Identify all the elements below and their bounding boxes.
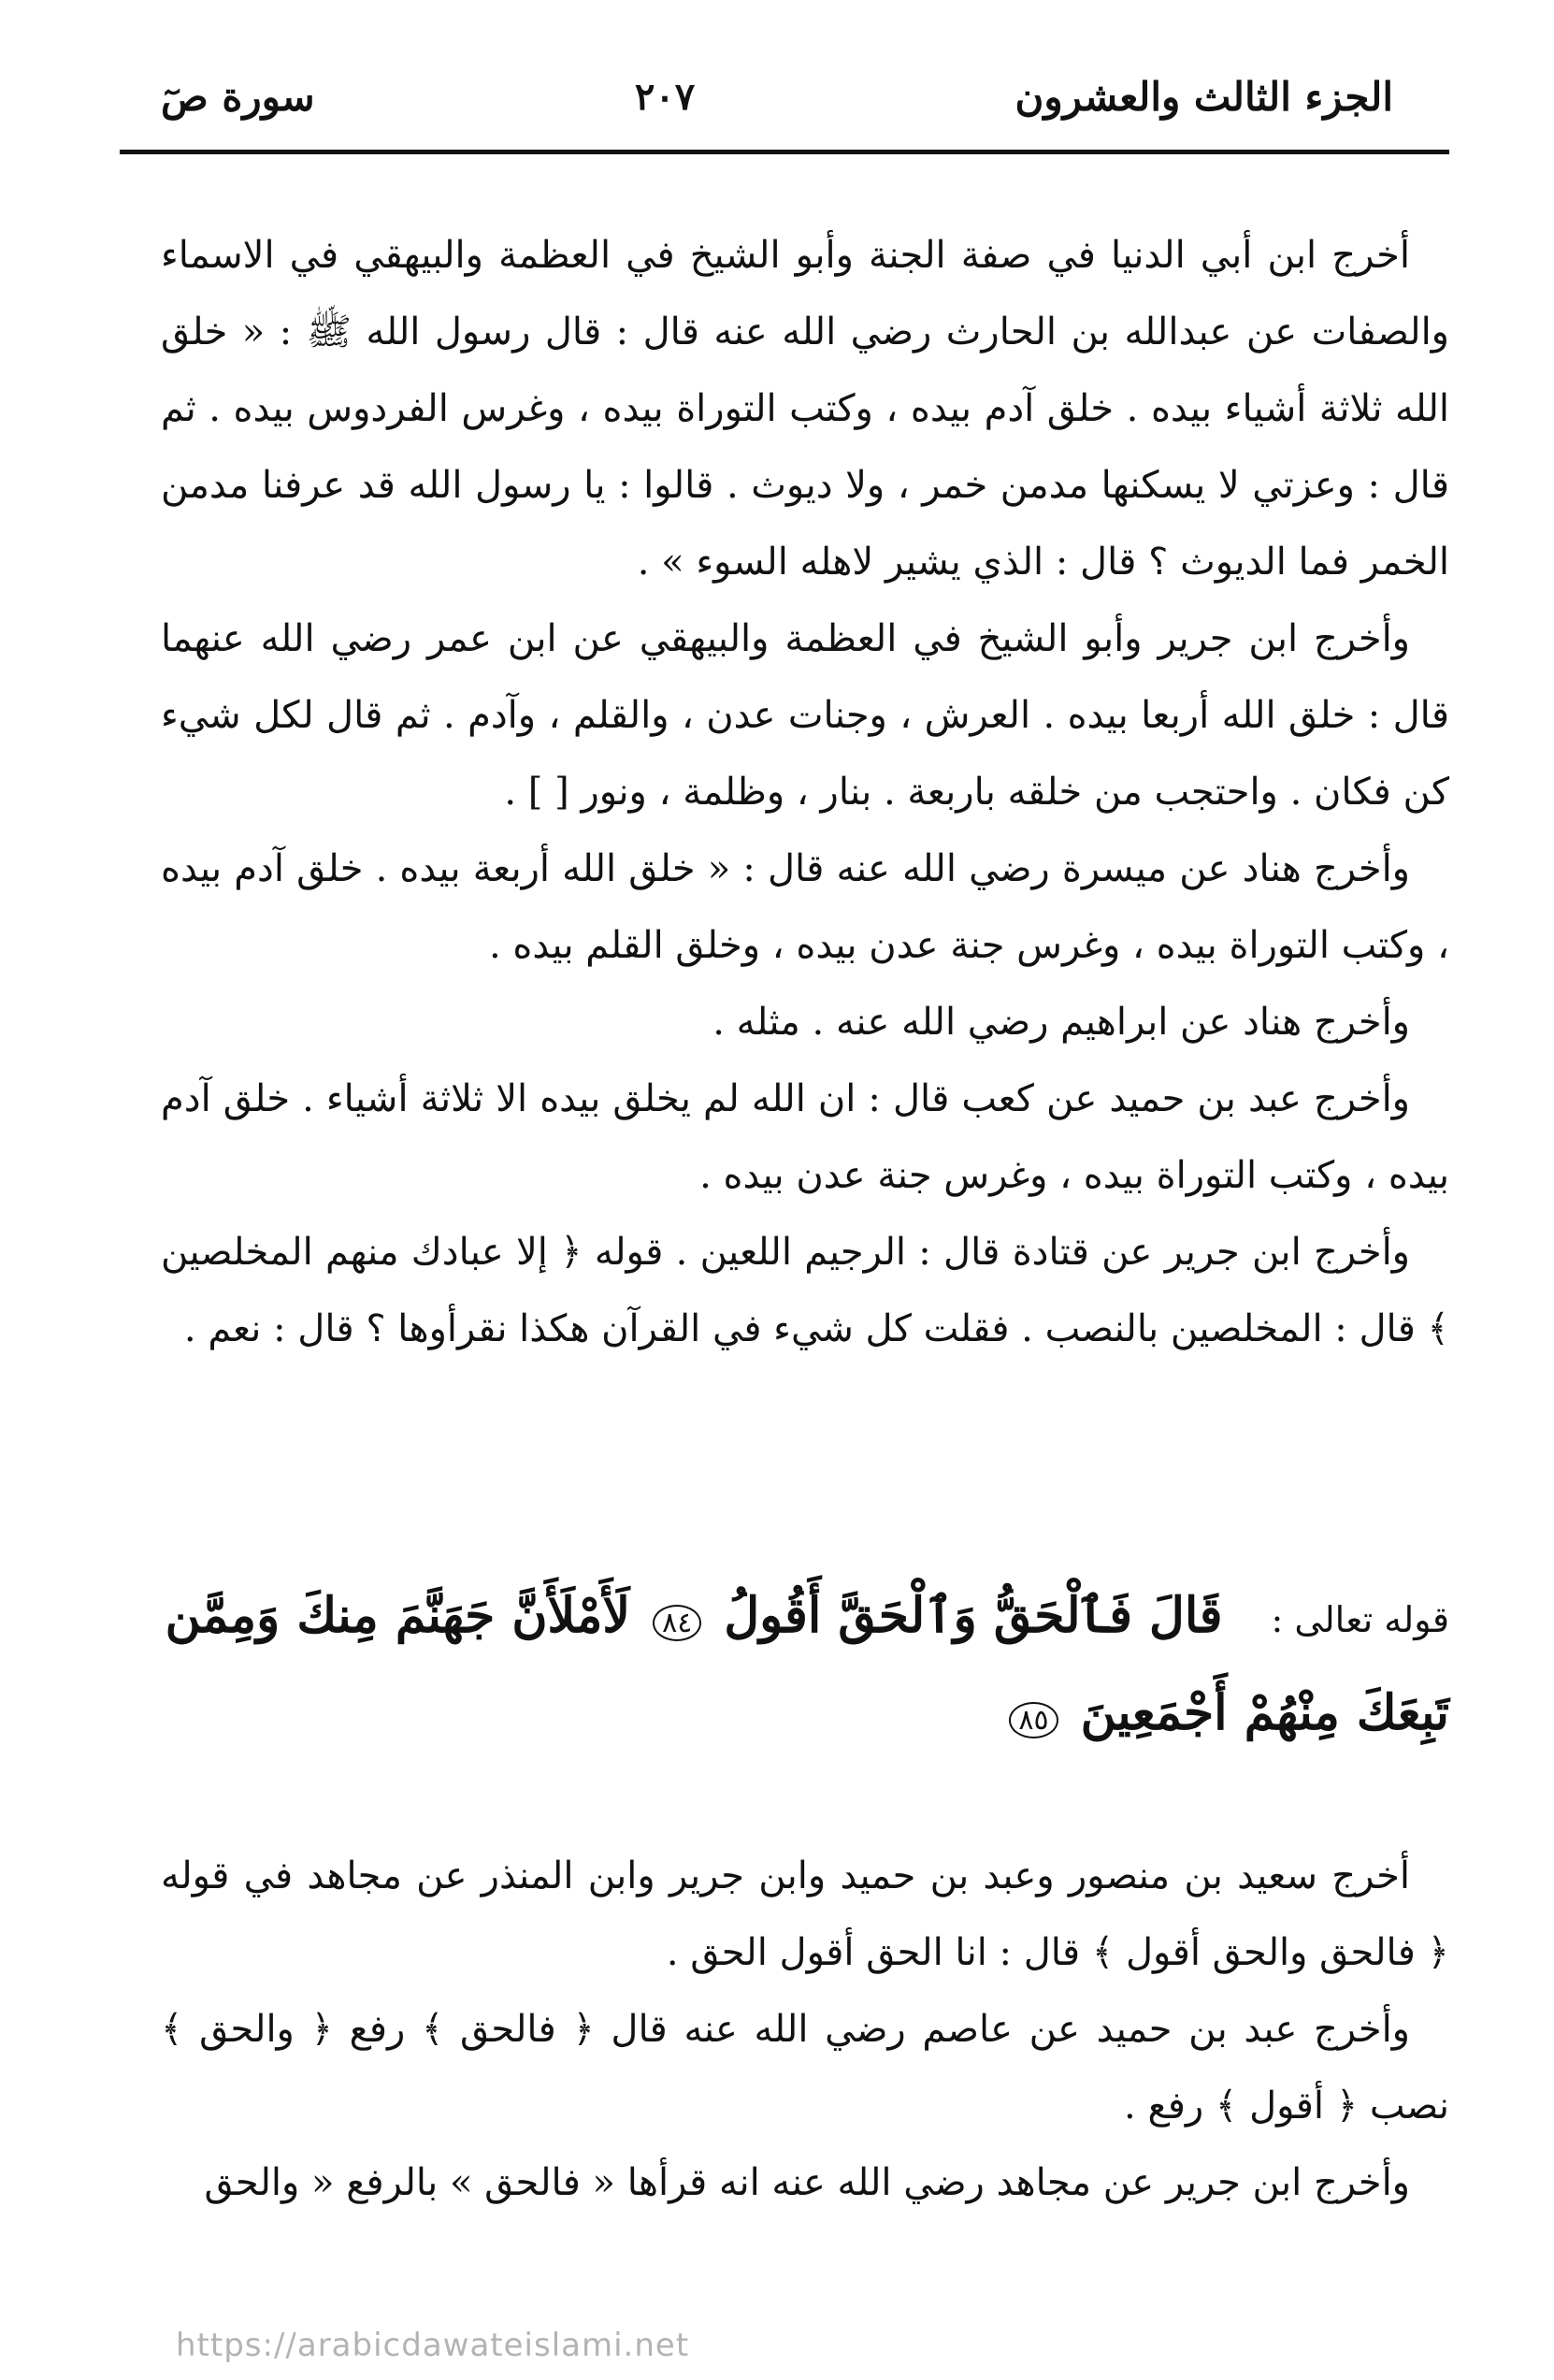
surah-title: سورة صٓ — [161, 73, 315, 120]
juz-title: الجزء الثالث والعشرون — [1014, 73, 1393, 120]
verse-text-84: قَالَ فَٱلْحَقُّ وَٱلْحَقَّ أَقُولُ — [724, 1587, 1223, 1644]
paragraph: وأخرج هناد عن ابراهيم رضي الله عنه . مثله . — [712, 1001, 1410, 1044]
paragraph: وأخرج عبد بن حميد عن عاصم رضي الله عنه قال ﴿ فالحق ﴾ رفع ﴿ والحق ﴾ نصب ﴿ أقول ﴾ رفع . — [161, 2008, 1449, 2128]
verse-lead: قوله تعالى : — [1271, 1599, 1449, 1640]
verse-text-85: لَأَمْلَأَنَّ جَهَنَّمَ مِنكَ وَمِمَّن تَبِعَكَ مِنْهُمْ أَجْمَعِينَ — [165, 1587, 1449, 1741]
ayah-number-85: ٨٥ — [1009, 1702, 1058, 1738]
page-header — [161, 64, 1393, 129]
page-number: ٢٠٧ — [634, 74, 696, 119]
commentary-section-1 — [161, 217, 1449, 1367]
ayah-number-84: ٨٤ — [653, 1605, 701, 1641]
paragraph: وأخرج هناد عن ميسرة رضي الله عنه قال : « خلق الله أربعة بيده . خلق آدم بيده ، وكتب التوراة بيده ، وغرس جنة عدن بيده ، وخلق القلم بيده . — [161, 847, 1449, 967]
paragraph: أخرج سعيد بن منصور وعبد بن حميد وابن جرير وابن المنذر عن مجاهد في قوله ﴿ فالحق والحق أقول ﴾ قال : انا الحق أقول الحق . — [161, 1854, 1449, 1974]
paragraph: وأخرج ابن جرير عن قتادة قال : الرجيم اللعين . قوله ﴿ إلا عبادك منهم المخلصين ﴾ قال : المخلصين بالنصب . فقلت كل شيء في القرآن هكذا نقرأوها ؟ قال : نعم . — [161, 1231, 1449, 1350]
paragraph: أخرج ابن أبي الدنيا في صفة الجنة وأبو الشيخ في العظمة والبيهقي في الاسماء والصفات عن عبدالله بن الحارث رضي الله عنه قال : قال رسول الله ﷺ : « خلق الله ثلاثة أشياء بيده . خلق آدم بيده ، وكتب التوراة بيده ، وغرس الفردوس بيده . ثم قال : وعزتي لا يسكنها مدمن خمر ، ولا ديوث . قالوا : يا رسول الله قد عرفنا مدمن الخمر فما الديوث ؟ قال : الذي يشير لاهله السوء » . — [161, 234, 1449, 584]
source-watermark: https://arabicdawateislami.net — [176, 2327, 690, 2364]
header-rule — [120, 150, 1449, 154]
paragraph: وأخرج ابن جرير عن مجاهد رضي الله عنه انه قرأها « فالحق » بالرفع « والحق — [204, 2161, 1410, 2204]
quran-verse — [161, 1571, 1449, 1766]
paragraph: وأخرج عبد بن حميد عن كعب قال : ان الله لم يخلق بيده الا ثلاثة أشياء . خلق آدم بيده ، وكتب التوراة بيده ، وغرس جنة عدن بيده . — [161, 1077, 1449, 1197]
commentary-section-2 — [161, 1838, 1449, 2221]
paragraph: وأخرج ابن جرير وأبو الشيخ في العظمة والبيهقي عن ابن عمر رضي الله عنهما قال : خلق الله أربعا بيده . العرش ، وجنات عدن ، والقلم ، وآدم . ثم قال لكل شيء كن فكان . واحتجب من خلقه باربعة . بنار ، وظلمة ، ونور [ ] . — [161, 617, 1449, 814]
